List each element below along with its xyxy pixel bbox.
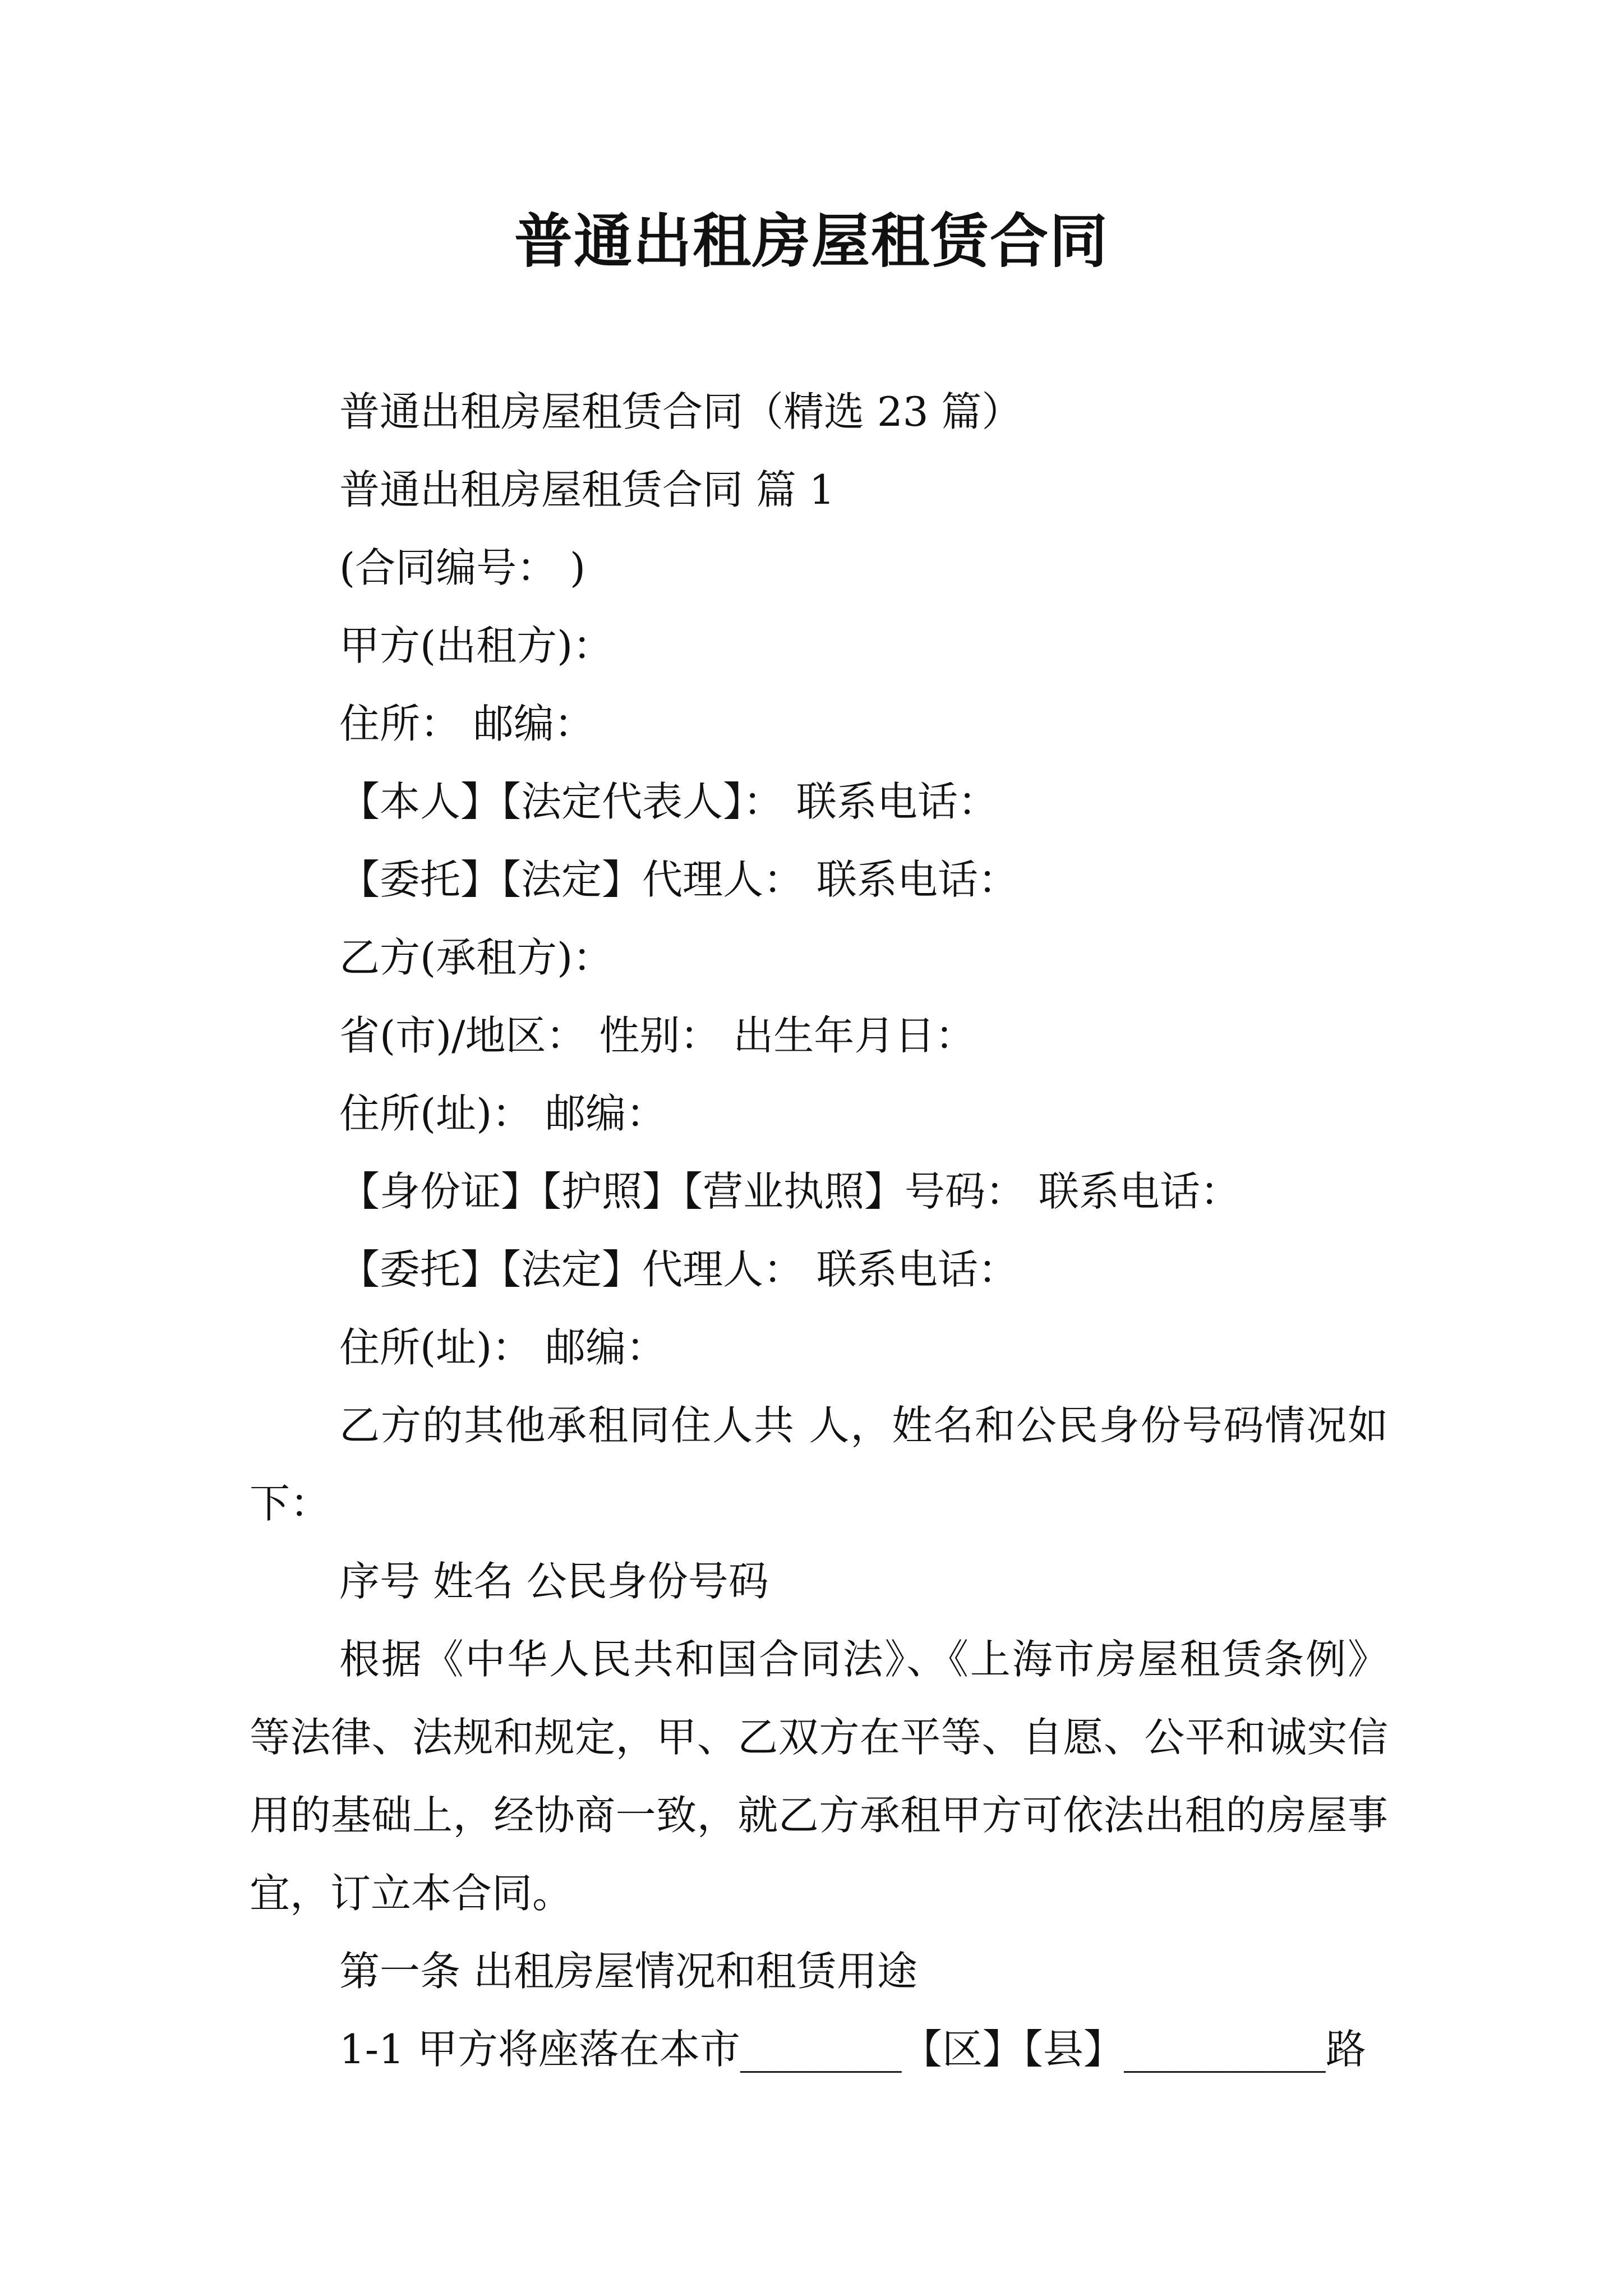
text-line: 甲方(出租方)：: [339, 622, 614, 669]
article-heading: 第一条 出租房屋情况和租赁用途: [339, 1948, 917, 1995]
text-line: 普通出租房屋租赁合同（精选 23 篇）: [339, 388, 1022, 435]
table-header: 序号 姓名 公民身份号码: [339, 1558, 769, 1605]
text-line: 省(市)/地区： 性别： 出生年月日：: [339, 1012, 976, 1059]
text-line: 乙方(承租方)：: [339, 934, 614, 981]
text-line: 住所： 邮编：: [339, 700, 594, 747]
basis-paragraph: 根据《中华人民共和国合同法》、《上海市房屋租赁条例》等法律、法规和规定，甲、乙双方在平等、自愿、公平和诚实信用的基础上，经协商一致，就乙方承租甲方可依法出租的房屋事宜，订立本合同。: [250, 1636, 1388, 1917]
text-line: 普通出租房屋租赁合同 篇 1: [339, 466, 835, 513]
cohabitants-paragraph: 乙方的其他承租同住人共 人，姓名和公民身份号码情况如下：: [250, 1402, 1388, 1527]
clause-text: 1-1 甲方将座落在本市________【区】【县】__________路: [339, 2026, 1366, 2073]
text-line: 【委托】【法定】代理人： 联系电话：: [339, 1246, 1018, 1293]
text-line: 【本人】【法定代表人】： 联系电话：: [339, 778, 998, 825]
text-line: 【身份证】【护照】【营业执照】号码： 联系电话：: [339, 1168, 1241, 1215]
document-body: [250, 373, 1388, 2088]
document-title: 普通出租房屋租赁合同: [514, 206, 1109, 275]
text-line: 【委托】【法定】代理人： 联系电话：: [339, 856, 1018, 903]
text-line: (合同编号： ): [339, 544, 586, 591]
text-line: 住所(址)： 邮编：: [339, 1090, 667, 1137]
text-line: 住所(址)： 邮编：: [339, 1324, 667, 1371]
